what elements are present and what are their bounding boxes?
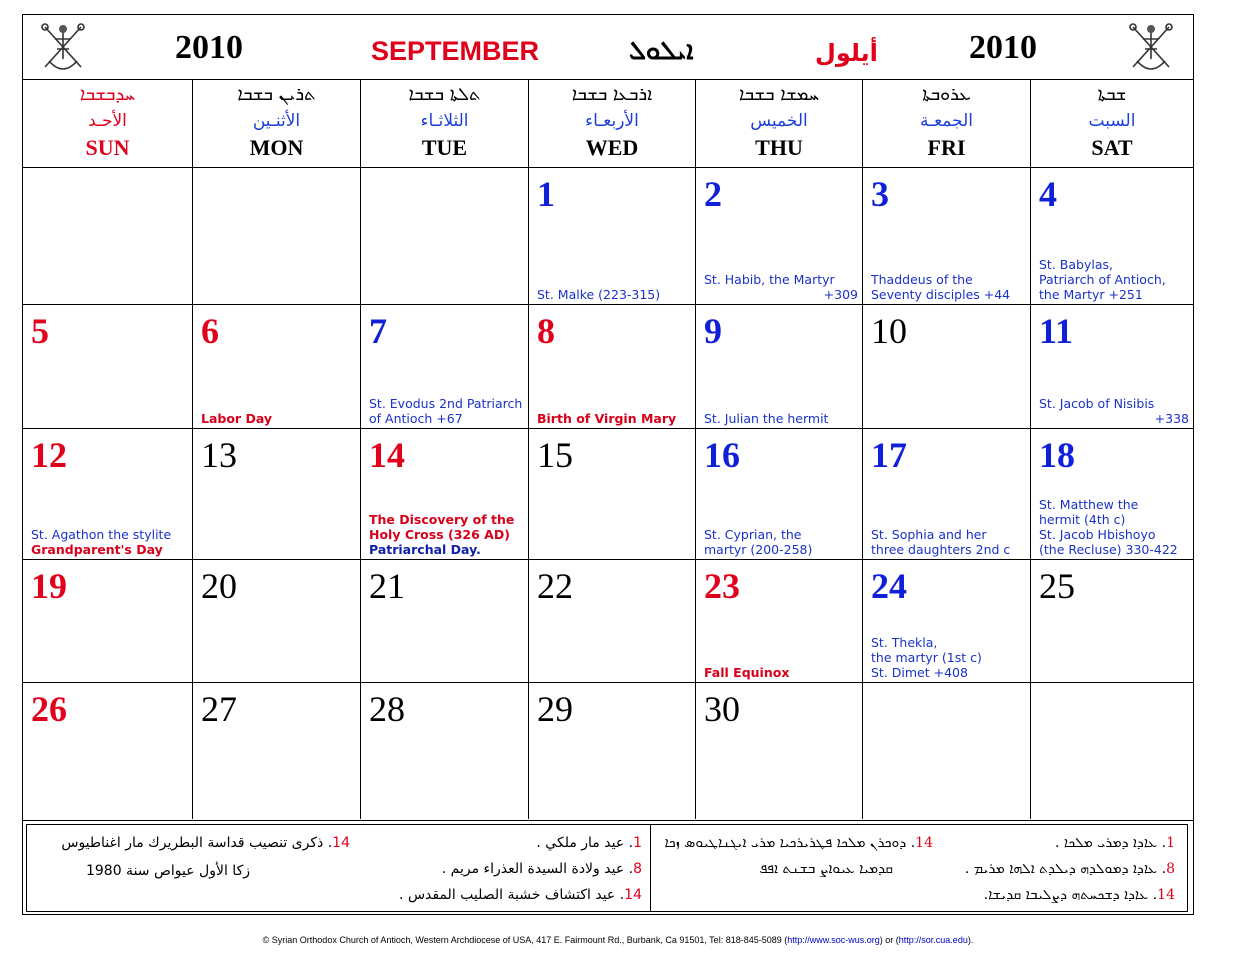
day-number: 21 xyxy=(369,566,405,606)
day-note xyxy=(369,527,524,542)
day-notes xyxy=(201,411,356,426)
day-cell xyxy=(863,428,1031,559)
footer-note xyxy=(399,883,642,907)
day-notes xyxy=(704,665,858,680)
day-note-text: Patriarchal Day. xyxy=(369,542,481,557)
footer-note-text: . ܥܐܕܐ ܕܡܘܠܕܗ ܕܝܠܕܬ ܐܠܗܐ ܡܪܝܡ . xyxy=(964,861,1167,877)
day-number: 16 xyxy=(704,435,740,475)
footer-note-day: 1 xyxy=(633,835,642,851)
day-note-text: of Antioch +67 xyxy=(369,411,463,426)
day-note xyxy=(704,665,858,680)
day-cell xyxy=(1031,682,1193,819)
day-note-text: St. Thekla, xyxy=(871,635,938,650)
day-note-text: St. Malke (223-315) xyxy=(537,287,661,302)
day-notes xyxy=(537,287,691,302)
day-note xyxy=(871,665,1026,680)
day-header-english: THU xyxy=(755,135,803,160)
footer-notes xyxy=(23,820,1193,915)
day-note xyxy=(871,635,1026,650)
day-note-text: Grandparent's Day xyxy=(31,542,163,557)
day-note-text: (the Recluse) 330-422 xyxy=(1039,542,1178,557)
day-number: 5 xyxy=(31,311,49,351)
day-note xyxy=(369,512,524,527)
day-cell xyxy=(1031,559,1193,682)
day-header-arabic: الخميس xyxy=(750,111,808,131)
day-cell xyxy=(23,428,193,559)
day-cell xyxy=(529,428,696,559)
day-cell xyxy=(361,559,529,682)
day-header-syriac: ܬܠܬܐ ܒܫܒܐ xyxy=(408,84,481,105)
day-cell xyxy=(1031,167,1193,304)
day-note-text: Seventy disciples +44 xyxy=(871,287,1011,302)
day-number: 18 xyxy=(1039,435,1075,475)
footer-arabic-notes xyxy=(31,825,651,911)
footer-note-text: . عيد اكتشاف خشبة الصليب المقدس . xyxy=(399,887,625,903)
day-note xyxy=(871,650,1026,665)
day-cell xyxy=(863,304,1031,428)
day-number: 15 xyxy=(537,435,573,475)
footer-note-day: 8 xyxy=(633,861,642,877)
day-note xyxy=(537,411,691,426)
day-number: 29 xyxy=(537,689,573,729)
day-cell xyxy=(23,167,193,304)
day-note-text: St. Julian the hermit xyxy=(704,411,829,426)
day-notes xyxy=(1039,257,1189,302)
footer-note-text: ܩܕܡܝܐ ܥܝܘܐܨ ܒܫܢܬ ܐܦܦ xyxy=(759,861,893,877)
day-note-text: St. Habib, the Martyr xyxy=(704,272,835,287)
day-note-text: St. Cyprian, the xyxy=(704,527,802,542)
day-cell xyxy=(696,304,863,428)
day-header-syriac: ܚܕܒܫܒܐ xyxy=(79,84,136,105)
day-note-text: Fall Equinox xyxy=(704,665,790,680)
day-header-english: WED xyxy=(585,135,639,160)
day-number: 12 xyxy=(31,435,67,475)
day-number: 28 xyxy=(369,689,405,729)
day-note xyxy=(871,272,1026,287)
day-cell xyxy=(529,559,696,682)
day-note xyxy=(31,542,188,557)
church-emblem-icon xyxy=(37,21,89,77)
day-number: 11 xyxy=(1039,311,1074,351)
day-number: 23 xyxy=(704,566,740,606)
day-note xyxy=(871,542,1026,557)
month-syriac: ܐܝܠܘܠ xyxy=(629,36,694,66)
footer-note xyxy=(759,857,893,881)
day-number: 25 xyxy=(1039,566,1075,606)
day-number: 1 xyxy=(537,174,555,214)
day-header-wed xyxy=(529,79,696,167)
day-note-text: The Discovery of the xyxy=(369,512,515,527)
day-header-fri xyxy=(863,79,1031,167)
day-header-sun xyxy=(23,79,193,167)
footer-note-day: 14 xyxy=(1157,887,1175,903)
day-header-arabic: الأربعـاء xyxy=(585,111,639,131)
day-header-syriac: ܥܪܘܒܬܐ xyxy=(922,84,971,105)
day-header-syriac: ܫܒܬܐ xyxy=(1097,84,1127,105)
day-note xyxy=(537,287,691,302)
day-note xyxy=(1039,272,1189,287)
day-header-syriac: ܚܡܫܐ ܒܫܒܐ xyxy=(738,84,820,105)
day-number: 20 xyxy=(201,566,237,606)
day-number: 6 xyxy=(201,311,219,351)
day-notes xyxy=(31,527,188,557)
day-cell xyxy=(1031,428,1193,559)
day-cell xyxy=(361,167,529,304)
day-note xyxy=(369,396,524,411)
day-note-text: hermit (4th c) xyxy=(1039,512,1126,527)
footer-note-text: . ܥܐܕܐ ܕܫܟܚܬܗ ܕܨܠܝܒܐ ܩܕܝܫܐ. xyxy=(983,887,1158,903)
footer-note xyxy=(984,883,1175,907)
month-english: SEPTEMBER xyxy=(371,36,540,66)
day-note-tail: +338 xyxy=(1154,411,1189,426)
day-note xyxy=(1039,512,1189,527)
month-arabic: أيلول xyxy=(815,39,878,67)
day-number: 8 xyxy=(537,311,555,351)
day-cell xyxy=(529,304,696,428)
day-header-english: SUN xyxy=(85,135,130,160)
day-note-text: St. Jacob of Nisibis xyxy=(1039,396,1155,411)
day-header-english: FRI xyxy=(927,135,966,160)
calendar-frame xyxy=(22,14,1194,915)
day-notes xyxy=(369,512,524,557)
footer-note-day: 8 xyxy=(1166,861,1175,877)
day-note xyxy=(704,542,858,557)
day-header-arabic: الثلاثـاء xyxy=(420,111,469,131)
copyright-line xyxy=(0,935,1236,945)
day-note xyxy=(704,527,858,542)
day-cell xyxy=(361,682,529,819)
day-note xyxy=(1039,497,1189,512)
day-number: 7 xyxy=(369,311,387,351)
day-cell xyxy=(193,559,361,682)
day-cell xyxy=(193,428,361,559)
day-note-text: martyr (200-258) xyxy=(704,542,813,557)
copyright-mid: ) or ( xyxy=(879,935,899,945)
day-note xyxy=(1039,542,1189,557)
day-note-text: St. Matthew the xyxy=(1039,497,1139,512)
day-note-text: Patriarch of Antioch, xyxy=(1039,272,1166,287)
day-number: 3 xyxy=(871,174,889,214)
day-number: 2 xyxy=(704,174,722,214)
day-number: 13 xyxy=(201,435,237,475)
day-cell xyxy=(529,167,696,304)
day-number: 26 xyxy=(31,689,67,729)
footer-note xyxy=(442,857,642,881)
day-cell xyxy=(361,428,529,559)
year-right: 2010 xyxy=(969,29,1037,66)
footer-syriac-notes xyxy=(653,825,1183,911)
footer-note-day: 1 xyxy=(1166,835,1175,851)
day-cell xyxy=(193,304,361,428)
footer-note-text: . ܕܘܟܪܢ ܡܠܟܐ ܦܛܪܝܪܟܝܐ ܡܪܝ ܐܝܓܢܐܛܝܘܣ ܙܟܐ xyxy=(664,835,916,851)
day-cell xyxy=(23,682,193,819)
footer-note xyxy=(664,831,933,855)
day-note-text: Birth of Virgin Mary xyxy=(537,411,677,426)
day-note-text: three daughters 2nd c xyxy=(871,542,1011,557)
day-note-text: Labor Day xyxy=(201,411,273,426)
footer-note-day: 14 xyxy=(624,887,642,903)
copyright-text: © Syrian Orthodox Church of Antioch, Western Archdiocese of USA, 417 E. Fairmount Rd., Burbank, Ca 91501, Tel: 818-845-5089 ( xyxy=(262,935,788,945)
day-header-thu xyxy=(696,79,863,167)
day-header-english: SAT xyxy=(1091,135,1133,160)
day-cell xyxy=(529,682,696,819)
day-number: 10 xyxy=(871,311,907,351)
day-number: 4 xyxy=(1039,174,1057,214)
day-header-english: MON xyxy=(249,135,304,160)
day-number: 27 xyxy=(201,689,237,729)
footer-note xyxy=(1055,831,1175,855)
day-note xyxy=(31,527,188,542)
day-cell xyxy=(863,682,1031,819)
day-note-text: St. Sophia and her xyxy=(871,527,987,542)
day-notes xyxy=(369,396,524,426)
day-notes xyxy=(1039,497,1189,557)
day-notes xyxy=(1039,396,1189,426)
day-number: 24 xyxy=(871,566,907,606)
day-number: 17 xyxy=(871,435,907,475)
day-note-text: the martyr (1st c) xyxy=(871,650,982,665)
footer-note-text: . ذكرى تنصيب قداسة البطريرك مار اغناطيوس xyxy=(61,835,333,851)
footer-note-day: 14 xyxy=(915,835,933,851)
day-note-text: the Martyr +251 xyxy=(1039,287,1143,302)
day-number: 14 xyxy=(369,435,405,475)
footer-note-text: زكا الأول عيواص سنة 1980 xyxy=(85,863,250,879)
day-number: 22 xyxy=(537,566,573,606)
day-cell xyxy=(1031,304,1193,428)
day-cell xyxy=(696,559,863,682)
day-note-text: St. Agathon the stylite xyxy=(31,527,172,542)
day-notes xyxy=(704,411,858,426)
soc-wus-link[interactable]: http://www.soc-wus.org xyxy=(787,935,880,945)
day-header-arabic: الجمعـة xyxy=(919,111,973,131)
day-number: 19 xyxy=(31,566,67,606)
day-note xyxy=(1039,396,1189,426)
day-note xyxy=(369,542,524,557)
year-left: 2010 xyxy=(175,29,243,66)
footer-note xyxy=(86,859,250,883)
day-note-text: St. Evodus 2nd Patriarch xyxy=(369,396,523,411)
calendar-header xyxy=(23,15,1193,80)
day-header-tue xyxy=(361,79,529,167)
day-header-syriac: ܬܪܝܢ ܒܫܒܐ xyxy=(237,84,316,105)
day-notes xyxy=(537,411,691,426)
day-header-sat xyxy=(1031,79,1193,167)
footer-note-text: . ܥܐܕܐ ܕܡܪܝ ܡܠܟܐ . xyxy=(1054,835,1167,851)
day-note xyxy=(369,411,524,426)
day-cell xyxy=(361,304,529,428)
day-header-syriac: ܐܪܒܥܐ ܒܫܒܐ xyxy=(571,84,653,105)
footer-note-day: 14 xyxy=(332,835,350,851)
day-cell xyxy=(696,167,863,304)
day-note-text: St. Dimet +408 xyxy=(871,665,968,680)
day-cell xyxy=(696,428,863,559)
day-cell xyxy=(23,559,193,682)
sor-cua-link[interactable]: http://sor.cua.edu xyxy=(898,935,968,945)
day-note xyxy=(871,527,1026,542)
day-note xyxy=(1039,257,1189,272)
day-header-mon xyxy=(193,79,361,167)
footer-notes-box xyxy=(26,824,1188,912)
day-note-text: St. Jacob Hbishoyo xyxy=(1039,527,1156,542)
day-note xyxy=(201,411,356,426)
day-note xyxy=(704,272,858,302)
day-note xyxy=(1039,527,1189,542)
footer-note xyxy=(965,857,1175,881)
day-cell xyxy=(696,682,863,819)
day-note-text: St. Babylas, xyxy=(1039,257,1113,272)
day-header-arabic: الأثنـين xyxy=(252,111,301,131)
footer-note xyxy=(61,831,350,855)
day-cell xyxy=(863,559,1031,682)
day-cell xyxy=(23,304,193,428)
day-note-text: Thaddeus of the xyxy=(871,272,973,287)
copyright-end: ). xyxy=(967,935,974,945)
church-emblem-icon xyxy=(1125,21,1177,77)
day-cell xyxy=(863,167,1031,304)
day-header-arabic: الأحـد xyxy=(88,111,127,131)
day-cell xyxy=(193,167,361,304)
day-notes xyxy=(871,635,1026,680)
footer-note xyxy=(536,831,642,855)
day-cell xyxy=(193,682,361,819)
day-header-arabic: السبت xyxy=(1088,111,1136,131)
day-notes xyxy=(871,527,1026,557)
day-note xyxy=(1039,287,1189,302)
day-header-english: TUE xyxy=(421,135,468,160)
day-note-tail: +309 xyxy=(823,287,858,302)
day-notes xyxy=(704,272,858,302)
day-number: 30 xyxy=(704,689,740,729)
day-note xyxy=(871,287,1026,302)
day-note-text: Holy Cross (326 AD) xyxy=(369,527,510,542)
day-notes xyxy=(704,527,858,557)
day-notes xyxy=(871,272,1026,302)
footer-note-text: . عيد ولادة السيدة العذراء مريم . xyxy=(441,861,634,877)
day-number: 9 xyxy=(704,311,722,351)
day-note xyxy=(704,411,858,426)
footer-note-text: . عيد مار ملكي . xyxy=(536,835,634,851)
